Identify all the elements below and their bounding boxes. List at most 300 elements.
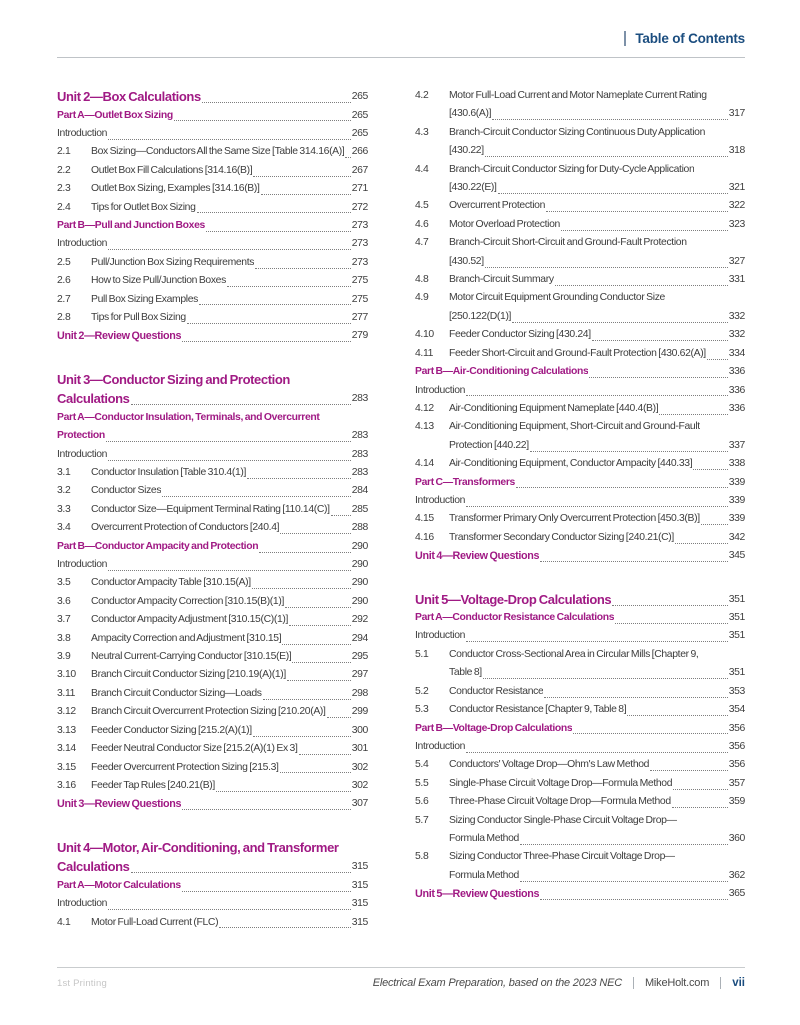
toc-row [57,162,368,180]
entry-text: Introduction [57,898,108,910]
toc-row [57,107,368,125]
page-number: 271 [351,183,368,195]
toc-entry-part [57,538,368,556]
item-number: 3.8 [57,632,71,644]
toc-row [415,701,745,719]
toc-entry-item [57,501,368,519]
page-number: 273 [351,219,368,231]
entry-text: Conductor Cross-Sectional Area in Circular Mills [Chapter 9, [449,648,699,660]
toc-row [57,370,368,390]
entry-text: Unit 2—Review Questions [57,330,182,343]
toc-row [415,793,745,811]
entry-text: Conductor Resistance [Chapter 9, Table 8] [449,704,627,716]
item-number: 4.10 [415,329,434,341]
book-title: Electrical Exam Preparation, based on the 2023 NEC [372,977,622,989]
toc-row [415,830,745,848]
toc-entry-part [415,609,745,627]
toc-row [57,759,368,777]
page-number: 302 [351,761,368,773]
toc-row [415,234,745,252]
dot-leader [627,715,727,716]
dot-leader [546,211,728,212]
dot-leader [498,193,728,194]
entry-text: Part A—Conductor Insulation, Terminals, and Overcurrent [57,411,320,423]
entry-text: Sizing Conductor Single-Phase Circuit Voltage Drop— [449,814,677,826]
printing-note: 1st Printing [57,977,107,989]
entry-text: Formula Method [449,832,519,844]
entry-text: Transformer Secondary Conductor Sizing [240.21(C)] [449,531,674,543]
dot-leader [573,733,727,734]
page-number: 339 [728,494,745,506]
toc-row [415,161,745,179]
page-number: 336 [728,384,745,396]
toc-row [415,683,745,701]
toc-row [57,482,368,500]
dot-leader [483,678,728,679]
toc-entry-unit [415,590,745,610]
entry-text: Unit 4—Motor, Air-Conditioning, and Transformer [57,839,339,855]
entry-text: Motor Full-Load Current (FLC) [91,916,219,928]
dot-leader [345,157,350,158]
toc-entry-item [415,775,745,793]
entry-text: Branch Circuit Overcurrent Protection Sizing [210.20(A)] [91,706,326,718]
entry-text: Conductor Insulation [Table 310.4(1)] [91,467,247,478]
folio-page-number: vii [732,977,745,989]
page-number: 359 [728,796,745,808]
entry-text: Motor Overload Protection [449,218,560,230]
dot-leader [466,395,728,396]
item-number: 3.13 [57,724,76,736]
page-number: 351 [728,612,745,624]
item-number: 3.3 [57,503,71,515]
entry-text: Unit 5—Review Questions [415,888,540,901]
toc-row [57,235,368,253]
page-number: 357 [728,777,745,789]
dot-leader [530,451,728,452]
entry-text: Protection [57,430,105,442]
entry-text: Box Sizing—Conductors All the Same Size [Table 314.16(A)] [91,146,345,158]
item-number: 4.3 [415,126,429,138]
page-number: 321 [728,182,745,194]
page-number: 299 [351,706,368,718]
entry-text: Feeder Conductor Sizing [215.2(A)(1)] [91,724,252,736]
entry-text: Pull/Junction Box Sizing Requirements [91,256,255,268]
page-number: 307 [351,798,368,810]
toc-entry-item [415,216,745,234]
dot-leader [219,927,351,928]
item-number: 3.12 [57,706,76,718]
item-number: 4.5 [415,200,429,212]
footer-rule [57,967,745,968]
item-number: 4.15 [415,513,434,525]
entry-text: Branch Circuit Conductor Sizing [210.19(A)(1)] [91,669,286,681]
toc-entry-item [415,234,745,271]
dot-leader [466,641,728,642]
entry-text: Part A—Outlet Box Sizing [57,109,173,121]
toc-entry-item [415,701,745,719]
entry-text: Introduction [57,238,108,250]
page-number: 318 [728,145,745,157]
page-number: 300 [351,724,368,736]
toc-row [57,327,368,345]
page-number: 365 [728,888,745,900]
toc-entry-intro [415,382,745,400]
entry-text: Air-Conditioning Equipment Nameplate [440.4(B)] [449,402,659,414]
dot-leader [492,119,728,120]
page-number: 331 [728,274,745,286]
entry-text: Part A—Motor Calculations [57,879,181,891]
toc-row [57,795,368,813]
item-number: 3.10 [57,669,76,681]
page-number: 272 [351,201,368,213]
dot-leader [197,212,351,213]
toc-entry-part [415,474,745,492]
toc-row [415,197,745,215]
item-number: 2.2 [57,164,71,176]
page-number: 332 [728,329,745,341]
toc-row [415,105,745,123]
item-number: 4.16 [415,531,434,543]
page-number: 327 [728,255,745,267]
toc-entry-item [57,143,368,161]
toc-row [415,179,745,197]
entry-text: Unit 5—Voltage-Drop Calculations [415,591,612,607]
dot-leader [540,899,728,900]
entry-text: Part C—Transformers [415,476,515,488]
toc-row [57,446,368,464]
dot-leader [520,844,728,845]
toc-body [57,87,745,932]
page-number: 288 [351,522,368,534]
toc-entry-item [57,464,368,482]
entry-text: Conductor Ampacity Correction [310.15(B)(1)] [91,595,284,607]
page-number: 265 [351,91,368,102]
toc-entry-review [415,547,745,565]
toc-row [57,87,368,107]
toc-entry-item [415,793,745,811]
entry-text: Feeder Short-Circuit and Ground-Fault Protection [430.62(A)] [449,347,706,359]
entry-text: Branch-Circuit Summary [449,274,554,286]
dot-leader [485,267,728,268]
page-number: 356 [728,722,745,734]
toc-entry-intro [415,492,745,510]
toc-row [57,703,368,721]
page-number: 342 [728,531,745,543]
page-number: 290 [351,559,368,571]
dot-leader [672,807,728,808]
toc-row [57,877,368,895]
dot-leader [612,605,727,606]
entry-text: Feeder Overcurrent Protection Sizing [215.3] [91,761,279,773]
toc-entry-item [415,289,745,326]
footer-right-group [373,977,745,989]
toc-row [415,271,745,289]
page-number: 339 [728,476,745,488]
item-number: 5.7 [415,814,429,826]
toc-row [57,630,368,648]
page-number: 362 [728,869,745,881]
dot-leader [255,268,351,269]
toc-entry-item [415,197,745,215]
entry-text: Air-Conditioning Equipment, Conductor Ampacity [440.33] [449,458,693,470]
page-footer [57,977,745,989]
toc-row [57,593,368,611]
page-number: 315 [351,916,368,928]
toc-row [415,775,745,793]
entry-text: Unit 3—Conductor Sizing and Protection [57,371,290,387]
item-number: 3.6 [57,595,71,607]
page-header [57,31,745,46]
page-number: 323 [728,218,745,230]
dot-leader [292,662,350,663]
dot-leader [659,414,727,415]
toc-entry-item [57,648,368,666]
item-number: 2.8 [57,311,71,323]
toc-row [57,389,368,409]
page-number: 302 [351,779,368,791]
toc-entry-item [57,574,368,592]
toc-entry-item [57,685,368,703]
page-number: 353 [728,685,745,697]
entry-text: Branch-Circuit Short-Circuit and Ground-Fault Protection [449,237,687,249]
toc-entry-item [415,87,745,124]
toc-row [57,740,368,758]
toc-row [415,664,745,682]
toc-entry-item [57,666,368,684]
toc-row [57,895,368,913]
page-number: 283 [351,430,368,442]
toc-row [415,400,745,418]
page-number: 301 [351,743,368,755]
toc-entry-item [57,199,368,217]
toc-row [57,538,368,556]
toc-entry-item [415,646,745,683]
page-number: 294 [351,632,368,644]
toc-row [57,217,368,235]
toc-row [415,867,745,885]
page-number: 334 [728,347,745,359]
entry-text: Conductor Sizes [91,485,162,497]
toc-row [57,291,368,309]
toc-row [57,914,368,932]
toc-entry-item [57,759,368,777]
toc-row [415,812,745,830]
page-number: 298 [351,687,368,699]
item-number: 5.2 [415,685,429,697]
entry-text: How to Size Pull/Junction Boxes [91,275,226,287]
toc-entry-intro [57,895,368,913]
toc-entry-part [57,877,368,895]
item-number: 5.6 [415,796,429,808]
toc-entry-item [415,455,745,473]
toc-entry-item [415,400,745,418]
dot-leader [520,881,728,882]
entry-text: Feeder Conductor Sizing [430.24] [449,329,591,341]
entry-text: Conductor Ampacity Table [310.15(A)] [91,577,251,589]
page-number: 351 [728,667,745,679]
item-number: 3.14 [57,743,76,755]
toc-entry-item [415,756,745,774]
page-number: 295 [351,651,368,663]
toc-row [57,666,368,684]
entry-text: Conductors' Voltage Drop—Ohm's Law Method [449,759,650,771]
dot-leader [199,304,351,305]
dot-leader [673,789,728,790]
dot-leader [216,791,351,792]
toc-entry-item [57,180,368,198]
toc-entry-part [415,363,745,381]
toc-entry-intro [57,556,368,574]
toc-row [415,590,745,610]
entry-text: Ampacity Correction and Adjustment [310.15] [91,632,282,644]
toc-entry-item [415,812,745,849]
toc-entry-intro [415,738,745,756]
page-number: 266 [351,146,368,158]
entry-text: Feeder Tap Rules [240.21(B)] [91,779,215,791]
dot-leader [263,699,351,700]
page-number: 351 [728,630,745,642]
toc-row [415,382,745,400]
toc-row [415,87,745,105]
entry-text: Introduction [57,559,108,571]
dot-leader [182,341,351,342]
dot-leader [693,469,727,470]
page-number: 354 [728,704,745,716]
page-number: 290 [351,577,368,589]
page-number: 315 [351,879,368,891]
toc-entry-intro [57,125,368,143]
dot-leader [108,570,351,571]
page-number: 360 [728,832,745,844]
header-divider-bar [624,31,626,46]
toc-entry-item [57,630,368,648]
page-number: 322 [728,200,745,212]
item-number: 5.3 [415,704,429,716]
toc-entry-unit [57,370,368,409]
dot-leader [466,506,728,507]
page-title: Table of Contents [635,31,745,46]
item-number: 3.2 [57,485,71,497]
item-number: 3.5 [57,577,71,589]
entry-text: Calculations [57,391,130,407]
entry-text: Introduction [415,740,466,752]
entry-text: Air-Conditioning Equipment, Short-Circuit and Ground-Fault [449,421,700,433]
toc-row [415,756,745,774]
page-number: 290 [351,540,368,552]
toc-entry-item [415,510,745,528]
page-number: 279 [351,330,368,342]
entry-text: Conductor Size—Equipment Terminal Rating [110.14(C)] [91,503,330,515]
item-number: 2.3 [57,183,71,195]
page-number: 285 [351,503,368,515]
entry-text: Outlet Box Sizing, Examples [314.16(B)] [91,183,260,195]
dot-leader [285,607,351,608]
page-number: 275 [351,293,368,305]
entry-text: Branch-Circuit Conductor Sizing for Duty-Cycle Application [449,163,695,175]
toc-row [415,363,745,381]
page-number: 315 [351,861,368,873]
toc-row [57,685,368,703]
entry-text: Neutral Current-Carrying Conductor [310.15(E)] [91,651,292,663]
footer-divider-bar [633,977,634,989]
dot-leader [280,533,351,534]
page-number: 336 [728,366,745,378]
entry-text: Pull Box Sizing Examples [91,293,199,305]
page-number: 332 [728,310,745,322]
dot-leader [485,156,728,157]
toc-row [57,199,368,217]
entry-text: Tips for Pull Box Sizing [91,311,186,323]
toc-row [415,492,745,510]
dot-leader [131,404,351,405]
toc-entry-part [57,409,368,446]
toc-row [415,345,745,363]
toc-row [57,464,368,482]
dot-leader [701,524,728,525]
dot-leader [512,322,728,323]
entry-text: Part B—Conductor Ampacity and Protection [57,540,259,552]
toc-row [415,437,745,455]
toc-entry-item [57,914,368,932]
toc-entry-item [415,418,745,455]
page-number: 351 [728,593,745,605]
toc-row [415,529,745,547]
dot-leader [561,230,728,231]
item-number: 4.9 [415,292,429,304]
toc-entry-item [415,683,745,701]
toc-row [415,253,745,271]
toc-entry-item [57,777,368,795]
dot-leader [202,102,351,103]
page-number: 273 [351,238,368,250]
page-number: 339 [728,513,745,525]
toc-entry-item [415,271,745,289]
item-number: 3.1 [57,467,71,478]
toc-row [415,848,745,866]
toc-column-right [415,87,745,932]
dot-leader [650,770,728,771]
item-number: 3.9 [57,651,71,663]
website-link: MikeHolt.com [644,977,710,989]
page-number: 338 [728,458,745,470]
header-rule [57,57,745,58]
toc-entry-item [415,124,745,161]
toc-row [415,308,745,326]
item-number: 4.4 [415,163,429,175]
toc-row [57,254,368,272]
toc-row [57,519,368,537]
toc-entry-item [57,703,368,721]
toc-row [415,609,745,627]
item-number: 2.6 [57,275,71,287]
entry-text: Branch Circuit Conductor Sizing—Loads [91,687,262,699]
toc-row [415,326,745,344]
item-number: 3.16 [57,779,76,791]
dot-leader [174,120,351,121]
entry-text: Motor Full-Load Current and Motor Nameplate Current Rating [449,90,707,101]
dot-leader [108,460,351,461]
entry-text: Motor Circuit Equipment Grounding Conductor Size [449,292,665,304]
dot-leader [555,285,728,286]
dot-leader [253,736,351,737]
toc-row [415,738,745,756]
toc-row [57,777,368,795]
entry-text: Single-Phase Circuit Voltage Drop—Formula Method [449,777,673,789]
toc-row [415,216,745,234]
item-number: 5.4 [415,759,429,771]
toc-entry-part [57,107,368,125]
toc-row [415,547,745,565]
